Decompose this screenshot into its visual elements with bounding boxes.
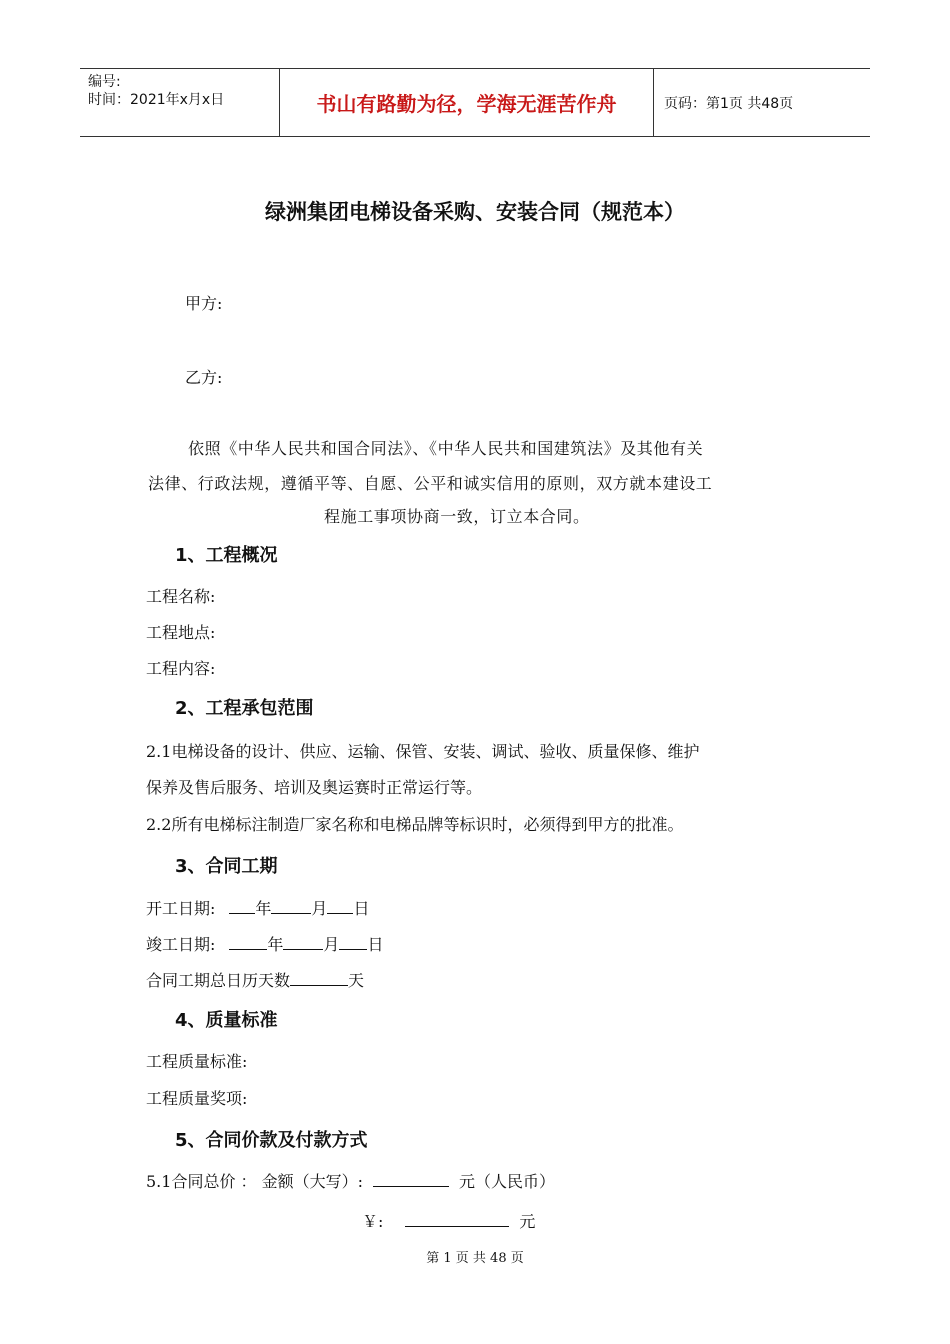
end-month-blank[interactable] [283,935,323,950]
header-page-info: 页码：第1页 共48页 [664,95,794,112]
total-days-row [146,968,364,991]
start-day-blank[interactable] [327,899,353,914]
end-date-row [146,932,383,955]
total-days-label: 合同工期总日历天数 [146,971,291,990]
scope-item-2: 2.2所有电梯标注制造厂家名称和电梯品牌等标识时，必须得到甲方的批准。 [146,815,684,834]
scope-item-1-line-1: 2.1电梯设备的设计、供应、运输、保管、安装、调试、验收、质量保修、维护 [146,742,700,761]
start-date-row [146,896,369,919]
section-2-heading: 2、工程承包范围 [175,698,314,719]
year-label: 年 [255,899,272,918]
month-label: 月 [311,899,328,918]
total-price-unit: 元（人民币） [459,1172,556,1191]
page-footer: 第 1 页 共 48 页 [426,1251,524,1266]
year-label: 年 [267,935,284,954]
project-name-label: 工程名称: [146,587,216,606]
yen-amount-row [362,1209,535,1232]
quality-award-label: 工程质量奖项: [146,1089,248,1108]
total-price-row [146,1169,555,1192]
project-content-label: 工程内容: [146,659,216,678]
party-a-label: 甲方: [185,294,223,313]
page-header [80,68,870,137]
section-4-heading: 4、质量标准 [175,1010,278,1031]
document-date: 时间：2021年x月x日 [88,92,225,108]
section-1-heading: 1、工程概况 [175,545,278,566]
header-motto: 书山有路勤为径，学海无涯苦作舟 [280,69,654,136]
yen-unit: 元 [519,1212,536,1231]
section-5-heading: 5、合同价款及付款方式 [175,1130,368,1151]
quality-standard-label: 工程质量标准: [146,1052,248,1071]
preamble-line-1: 依照《中华人民共和国合同法》、《中华人民共和国建筑法》及其他有关 [188,439,704,458]
preamble-line-3: 程施工事项协商一致，订立本合同。 [324,507,590,526]
day-label: 日 [353,899,370,918]
yen-label: ￥: [362,1212,384,1231]
party-b-label: 乙方: [185,368,223,387]
start-month-blank[interactable] [271,899,311,914]
contract-title: 绿洲集团电梯设备采购、安装合同（规范本） [265,200,685,224]
end-date-label: 竣工日期: [146,935,216,954]
start-date-label: 开工日期: [146,899,216,918]
start-year-blank[interactable] [229,899,255,914]
amount-in-words-blank[interactable] [373,1172,449,1187]
end-day-blank[interactable] [339,935,367,950]
total-days-blank[interactable] [290,971,348,986]
header-meta [80,69,280,136]
month-label: 月 [323,935,340,954]
total-days-unit: 天 [348,971,365,990]
document-number-label: 编号: [88,74,121,90]
end-year-blank[interactable] [229,935,267,950]
section-3-heading: 3、合同工期 [175,856,278,877]
scope-item-1-line-2: 保养及售后服务、培训及奥运赛时正常运行等。 [146,778,483,797]
day-label: 日 [367,935,384,954]
total-price-label: 5.1合同总价 ： 金额（大写）: [146,1172,364,1191]
project-location-label: 工程地点: [146,623,216,642]
yen-amount-blank[interactable] [405,1212,509,1227]
preamble-line-2: 法律、行政法规，遵循平等、自愿、公平和诚实信用的原则，双方就本建设工 [148,474,713,493]
